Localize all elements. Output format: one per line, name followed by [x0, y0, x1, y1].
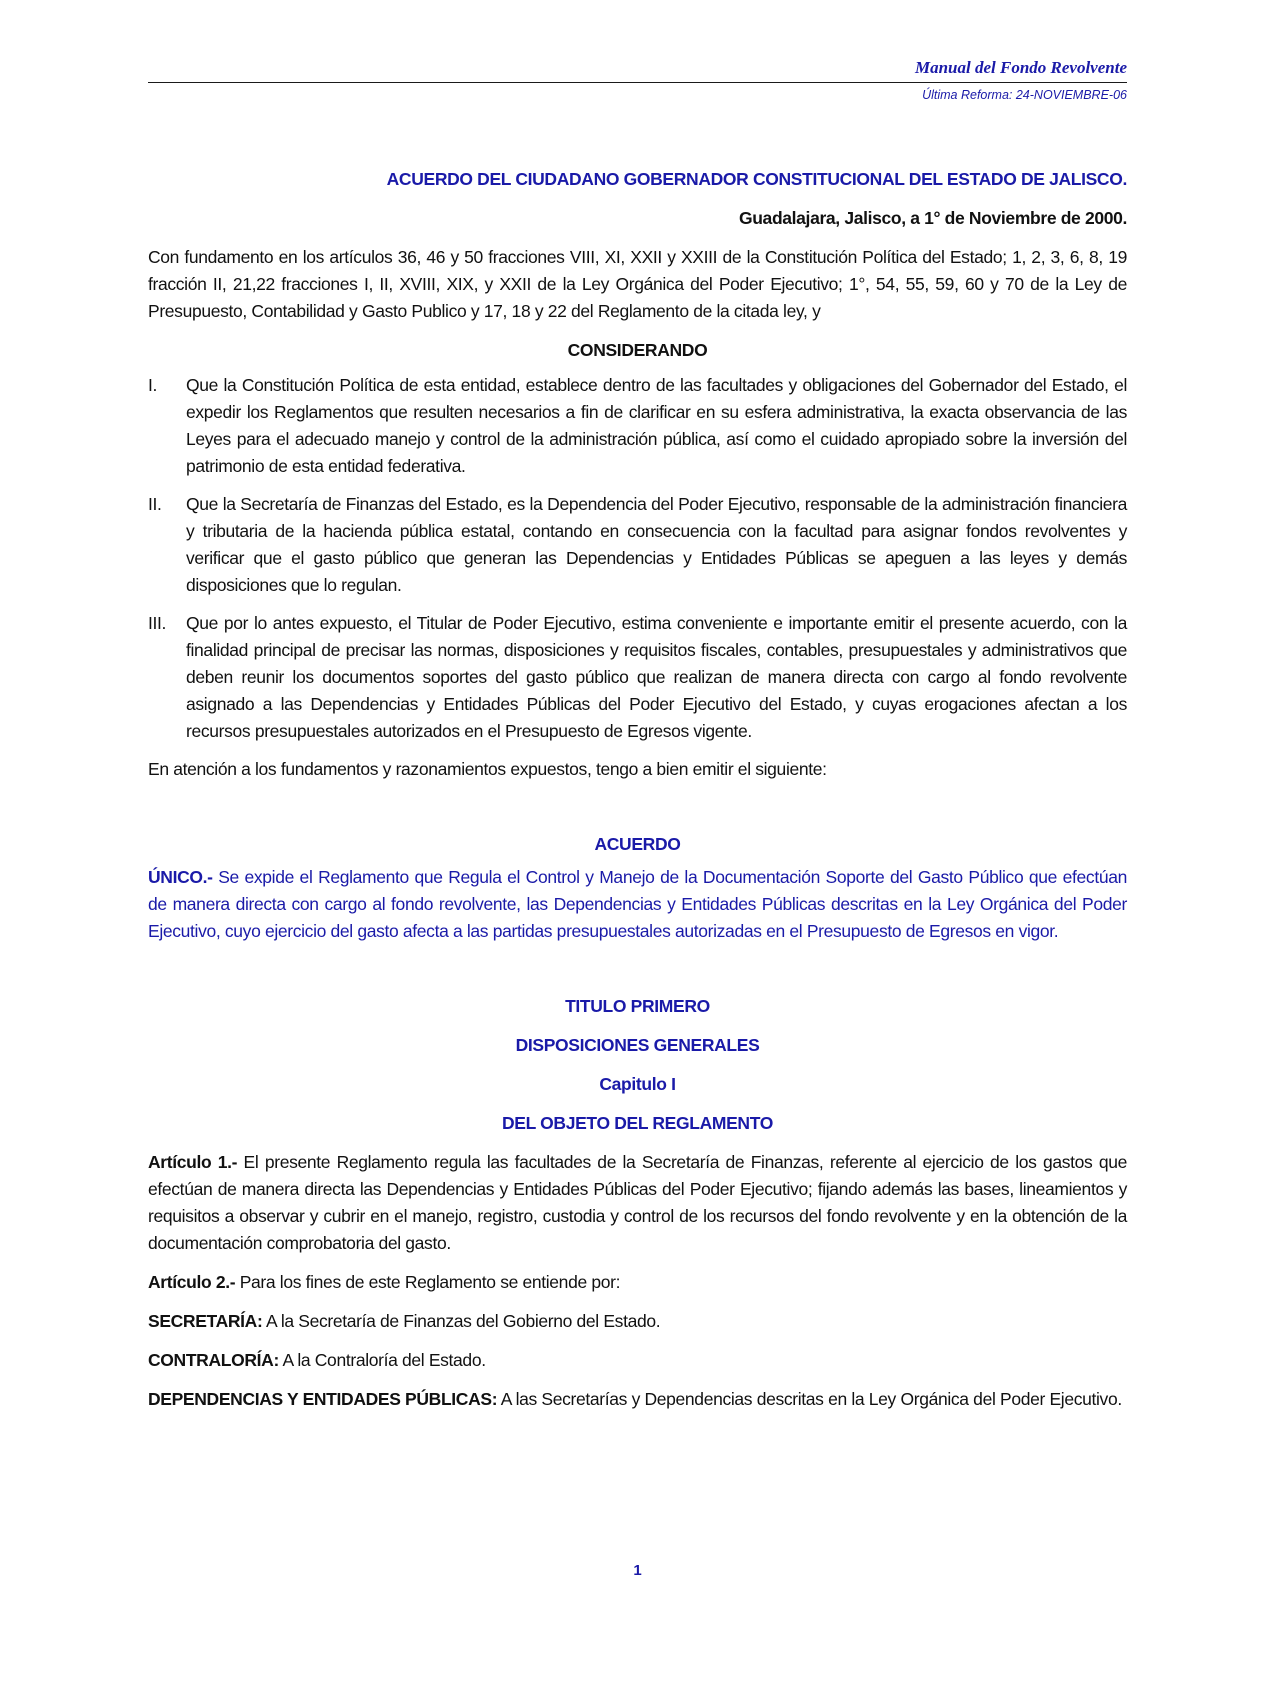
considerando-number: I.: [148, 375, 158, 395]
definition-contraloria: [148, 1347, 1127, 1374]
capitulo-title: Capitulo I: [599, 1074, 676, 1094]
definition-term: CONTRALORÍA:: [148, 1350, 279, 1370]
definition-text: A la Secretaría de Finanzas del Gobierno del Estado.: [262, 1311, 661, 1331]
considerando-title: CONSIDERANDO: [567, 340, 708, 360]
titulo-primero: TITULO PRIMERO: [565, 996, 710, 1016]
disposiciones-generales: DISPOSICIONES GENERALES: [515, 1035, 760, 1055]
considerando-text: Que por lo antes expuesto, el Titular de Poder Ejecutivo, estima conveniente e importante emitir el presente acuerdo, con la finalidad principal de precisar las normas, disposiciones y requisitos fiscales, contables, presupuestales y administrativos que deben reunir los documentos soportes del gasto público que realizan de manera directa con cargo al fondo revolvente asignado a las Dependencias y Entidades Públicas del Poder Ejecutivo del Estado, y cuyas erogaciones afectan a los recursos presupuestales autorizados en el Presupuesto de Egresos vigente.: [186, 613, 1127, 741]
articulo-1-label: Artículo 1.-: [148, 1152, 238, 1172]
header-reform-date: Última Reforma: 24-NOVIEMBRE-06: [922, 88, 1127, 102]
preamble-paragraph: Con fundamento en los artículos 36, 46 y 50 fracciones VIII, XI, XXII y XXIII de la Constitución Política del Estado; 1, 2, 3, 6, 8, 19 fracción II, 21,22 fracciones I, II, XVIII, XIX, y XXII de la Ley Orgánica del Poder Ejecutivo; 1°, 54, 55, 59, 60 y 70 de la Ley de Presupuesto, Contabilidad y Gasto Publico y 17, 18 y 22 del Reglamento de la citada ley, y: [148, 247, 1127, 321]
considerando-number: III.: [148, 613, 167, 633]
header-manual-title: Manual del Fondo Revolvente: [914, 58, 1127, 77]
list-item: [148, 372, 1127, 480]
articulo-2-text: Para los fines de este Reglamento se entiende por:: [235, 1272, 621, 1292]
acuerdo-heading: ACUERDO DEL CIUDADANO GOBERNADOR CONSTITUCIONAL DEL ESTADO DE JALISCO.: [386, 169, 1127, 189]
definition-text: A las Secretarías y Dependencias descritas en la Ley Orgánica del Poder Ejecutivo.: [497, 1389, 1122, 1409]
list-item: [148, 491, 1127, 599]
articulo-2: [148, 1269, 1127, 1296]
definition-text: A la Contraloría del Estado.: [278, 1350, 486, 1370]
page-number: 1: [633, 1562, 642, 1579]
definition-secretaria: [148, 1308, 1127, 1335]
unico-text: Se expide el Reglamento que Regula el Control y Manejo de la Documentación Soporte del Gasto Público que efectúan de manera directa con cargo al fondo revolvente, las Dependencias y Entidades Públicas descritas en la Ley Orgánica del Poder Ejecutivo, cuyo ejercicio del gasto afecta a las partidas presupuestales autorizadas en el Presupuesto de Egresos en vigor.: [148, 867, 1127, 941]
considerando-number: II.: [148, 494, 162, 514]
articulo-1: [148, 1149, 1127, 1257]
objeto-title: DEL OBJETO DEL REGLAMENTO: [502, 1113, 773, 1133]
acuerdo-title: ACUERDO: [594, 834, 681, 854]
document-body: [148, 166, 1127, 1425]
considerando-text: Que la Constitución Política de esta entidad, establece dentro de las facultades y obligaciones del Gobernador del Estado, el expedir los Reglamentos que resulten necesarios a fin de clarificar en su esfera administrativa, la exacta observancia de las Leyes para el adecuado manejo y control de la administración pública, así como el cuidado apropiado sobre la inversión del patrimonio de esta entidad federativa.: [186, 375, 1127, 476]
articulo-1-text: El presente Reglamento regula las facultades de la Secretaría de Finanzas, referente al ejercicio de los gastos que efectúan de manera directa las Dependencias y Entidades Públicas del Poder Ejecutivo; fijando además las bases, lineamientos y requisitos a observar y cubrir en el manejo, registro, custodia y control de los recursos del fondo revolvente y en la obtención de la documentación comprobatoria del gasto.: [148, 1152, 1127, 1253]
list-item: [148, 610, 1127, 745]
definition-term: DEPENDENCIAS Y ENTIDADES PÚBLICAS:: [148, 1389, 498, 1409]
definition-term: SECRETARÍA:: [148, 1311, 263, 1331]
place-date: Guadalajara, Jalisco, a 1° de Noviembre de 2000.: [738, 208, 1127, 228]
considerandos-list: [148, 372, 1127, 745]
definition-dependencias: [148, 1386, 1127, 1413]
unico-label: ÚNICO.-: [148, 867, 213, 887]
header-rule: [148, 82, 1127, 83]
atencion-paragraph: En atención a los fundamentos y razonamientos expuestos, tengo a bien emitir el siguiente:: [148, 759, 827, 779]
considerando-text: Que la Secretaría de Finanzas del Estado, es la Dependencia del Poder Ejecutivo, responsable de la administración financiera y tributaria de la hacienda pública estatal, contando en consecuencia con la facultad para asignar fondos revolventes y verificar que el gasto público que generan las Dependencias y Entidades Públicas se apeguen a las leyes y demás disposiciones que lo regulan.: [186, 494, 1127, 595]
articulo-2-label: Artículo 2.-: [148, 1272, 236, 1292]
unico-paragraph: [148, 864, 1127, 945]
